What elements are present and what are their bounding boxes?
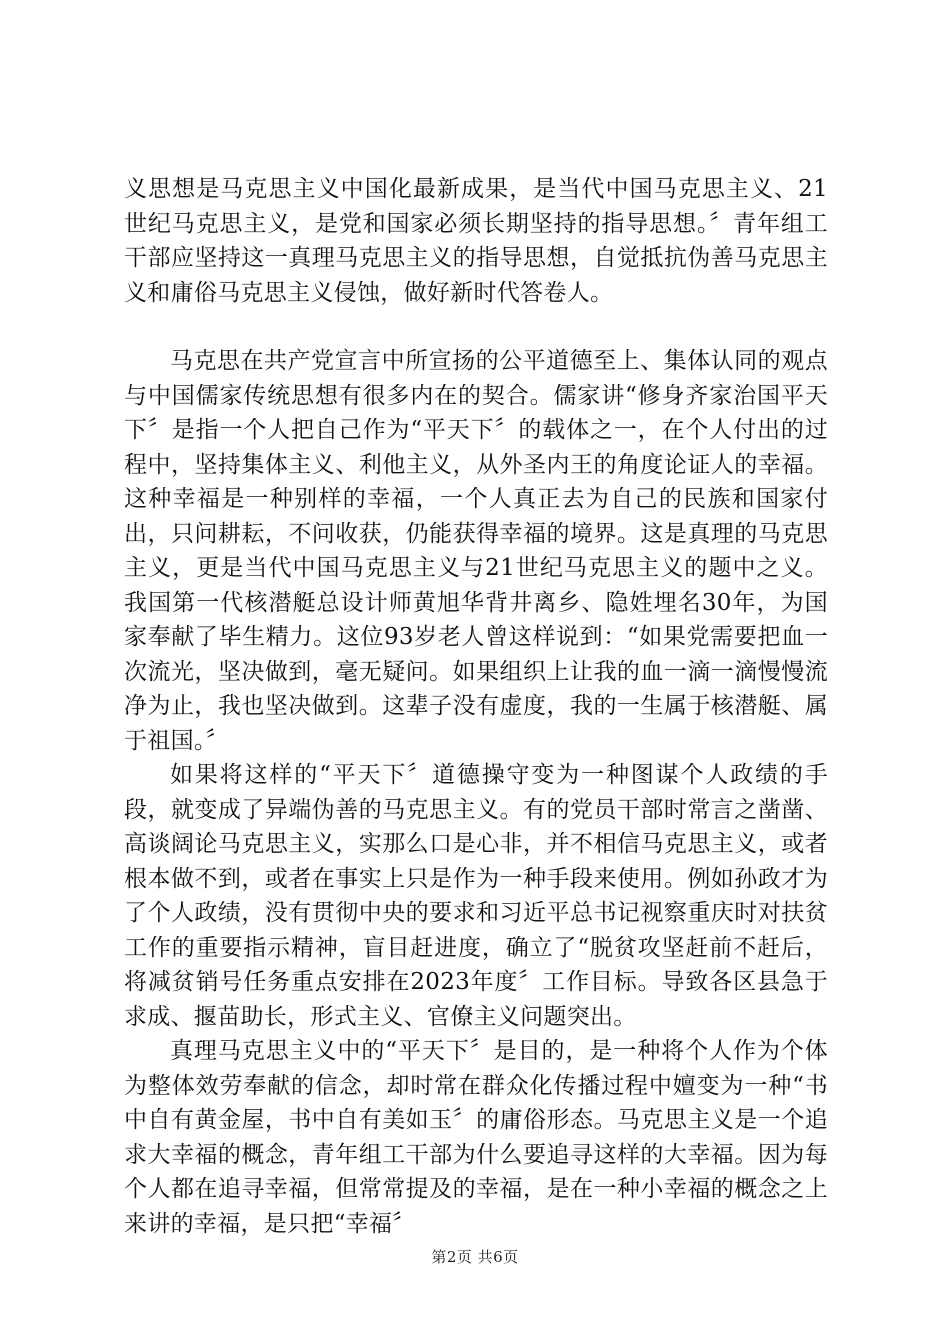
paragraph-3: 如果将这样的“平天下〞道德操守变为一种图谋个人政绩的手段，就变成了异端伪善的马克思主义。有的党员干部时常言之凿凿、高谈阔论马克思主义，实那么口是心非，并不相信马克思主义，或者根本做不到，或者在事实上只是作为一种手段来使用。例如孙政才为了个人政绩，没有贯彻中央的要求和习近平总书记视察重庆时对扶贫工作的重要指示精神，盲目赶进度，确立了“脱贫攻坚赶前不赶后，将减贫销号任务重点安排在2023年度〞工作目标。导致各区县急于求成、揠苗助长，形式主义、官僚主义问题突出。	[124, 762, 828, 1030]
paragraph-2: 马克思在共产党宣言中所宣扬的公平道德至上、集体认同的观点与中国儒家传统思想有很多内在的契合。儒家讲“修身齐家治国平天下〞是指一个人把自己作为“平天下〞的载体之一，在个人付出的过程中，坚持集体主义、利他主义，从外圣内王的角度论证人的幸福。这种幸福是一种别样的幸福，一个人真正去为自己的民族和国家付出，只问耕耘，不问收获，仍能获得幸福的境界。这是真理的马克思主义，更是当代中国马克思主义与21世纪马克思主义的题中之义。我国第一代核潜艇总设计师黄旭华背井离乡、隐姓埋名30年，为国家奉献了毕生精力。这位93岁老人曾这样说到：“如果党需要把血一次流光，坚决做到，毫无疑问。如果组织上让我的血一滴一滴慢慢流净为止，我也坚决做到。这辈子没有虚度，我的一生属于核潜艇、属于祖国。〞	[124, 348, 828, 754]
paragraph-spacer	[124, 310, 828, 344]
page-footer: 第2页 共6页	[431, 1248, 519, 1266]
paragraph-1: 义思想是马克思主义中国化最新成果，是当代中国马克思主义、21世纪马克思主义，是党和国家必须长期坚持的指导思想。〞青年组工干部应坚持这一真理马克思主义的指导思想，自觉抵抗伪善马克思主义和庸俗马克思主义侵蚀，做好新时代答卷人。	[124, 176, 828, 306]
paragraph-4: 真理马克思主义中的“平天下〞是目的，是一种将个人作为个体为整体效劳奉献的信念，却时常在群众化传播过程中嬗变为一种“书中自有黄金屋，书中自有美如玉〞的庸俗形态。马克思主义是一个追求大幸福的概念，青年组工干部为什么要追寻这样的大幸福。因为每个人都在追寻幸福，但常常提及的幸福，是在一种小幸福的概念之上来讲的幸福，是只把“幸福〞	[124, 1038, 828, 1237]
document-body	[124, 172, 828, 1241]
